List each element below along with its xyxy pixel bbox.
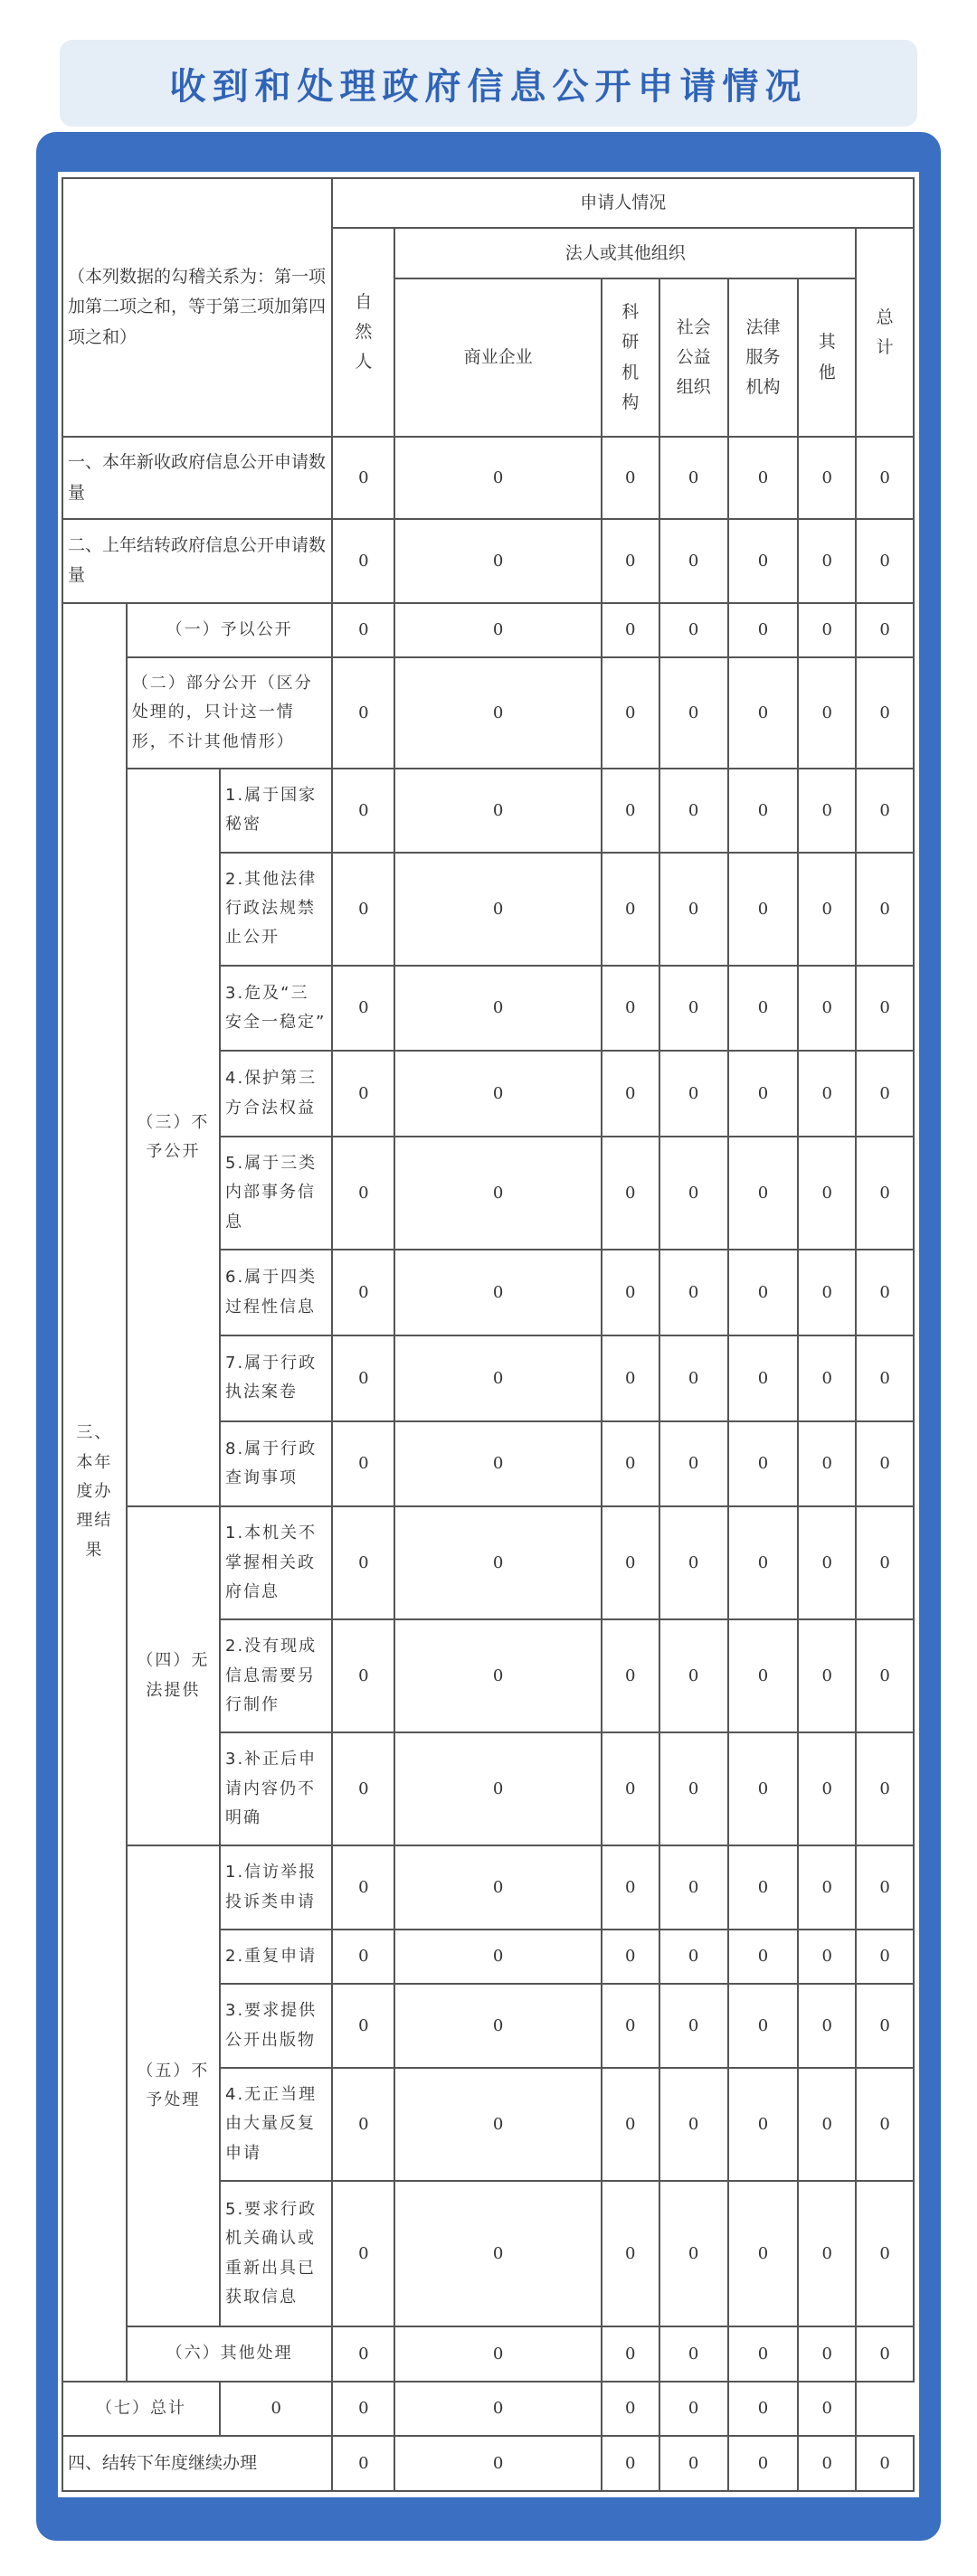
value-cell: 0 xyxy=(728,769,799,853)
group-label: （四）无法提供 xyxy=(127,1506,220,1845)
value-cell: 0 xyxy=(728,1250,799,1335)
value-cell: 0 xyxy=(659,657,728,769)
row-label: 3.要求提供公开出版物 xyxy=(220,1984,332,2068)
value-cell: 0 xyxy=(798,1335,856,1421)
row-g4-1 xyxy=(62,1506,914,1619)
value-cell: 0 xyxy=(659,603,728,657)
value-cell: 0 xyxy=(856,853,914,966)
value-cell: 0 xyxy=(798,657,856,769)
row-g6 xyxy=(62,2326,914,2381)
value-cell: 0 xyxy=(659,2181,728,2326)
value-cell: 0 xyxy=(332,2326,394,2381)
row-label: 1.本机关不掌握相关政府信息 xyxy=(220,1506,332,1619)
row-label: 4.无正当理由大量反复申请 xyxy=(220,2068,332,2181)
value-cell: 0 xyxy=(332,1137,394,1250)
value-cell: 0 xyxy=(394,966,602,1052)
value-cell: 0 xyxy=(602,1421,659,1507)
value-cell: 0 xyxy=(332,966,394,1052)
row-label: 3.补正后申请内容仍不明确 xyxy=(220,1732,332,1845)
value-cell: 0 xyxy=(728,1930,799,1984)
row-g7 xyxy=(62,2382,914,2436)
value-cell: 0 xyxy=(394,2326,602,2381)
value-cell: 0 xyxy=(394,769,602,853)
group-label: （三）不予公开 xyxy=(127,769,220,1506)
header-natural-person: 自然人 xyxy=(332,228,394,437)
value-cell: 0 xyxy=(332,519,394,603)
row-label: 二、上年结转政府信息公开申请数量 xyxy=(62,519,332,603)
value-cell: 0 xyxy=(728,2068,799,2181)
value-cell: 0 xyxy=(856,603,914,657)
value-cell: 0 xyxy=(798,2382,856,2436)
value-cell: 0 xyxy=(332,1051,394,1137)
value-cell: 0 xyxy=(332,2068,394,2181)
value-cell: 0 xyxy=(728,1506,799,1619)
value-cell: 0 xyxy=(332,657,394,769)
value-cell: 0 xyxy=(602,657,659,769)
disclosure-table xyxy=(62,177,915,2492)
value-cell: 0 xyxy=(659,966,728,1052)
header-legal-group: 法人或其他组织 xyxy=(394,228,856,278)
row-g2 xyxy=(62,657,914,769)
row-g1 xyxy=(62,603,914,657)
header-row-1 xyxy=(62,178,914,228)
value-cell: 0 xyxy=(602,853,659,966)
value-cell: 0 xyxy=(394,2382,602,2436)
value-cell: 0 xyxy=(332,1250,394,1335)
value-cell: 0 xyxy=(798,1984,856,2068)
value-cell: 0 xyxy=(856,2181,914,2326)
value-cell: 0 xyxy=(798,437,856,519)
value-cell: 0 xyxy=(332,769,394,853)
value-cell: 0 xyxy=(602,1619,659,1732)
value-cell: 0 xyxy=(798,603,856,657)
row-label: （七）总计 xyxy=(62,2382,220,2436)
row-label: 1.信访举报投诉类申请 xyxy=(220,1845,332,1930)
value-cell: 0 xyxy=(728,2181,799,2326)
value-cell: 0 xyxy=(394,519,602,603)
value-cell: 0 xyxy=(220,2382,332,2436)
row-label: 一、本年新收政府信息公开申请数量 xyxy=(62,437,332,519)
value-cell: 0 xyxy=(798,1732,856,1845)
header-note: （本列数据的勾稽关系为：第一项加第二项之和，等于第三项加第四项之和） xyxy=(62,178,332,437)
value-cell: 0 xyxy=(856,1984,914,2068)
value-cell: 0 xyxy=(856,1335,914,1421)
header-legal-service: 法律服务机构 xyxy=(728,278,799,437)
value-cell: 0 xyxy=(728,2326,799,2381)
value-cell: 0 xyxy=(659,1421,728,1507)
value-cell: 0 xyxy=(728,603,799,657)
value-cell: 0 xyxy=(602,1051,659,1137)
value-cell: 0 xyxy=(332,2436,394,2491)
value-cell: 0 xyxy=(659,2382,728,2436)
value-cell: 0 xyxy=(856,1421,914,1507)
value-cell: 0 xyxy=(728,1732,799,1845)
value-cell: 0 xyxy=(602,2436,659,2491)
value-cell: 0 xyxy=(659,2436,728,2491)
value-cell: 0 xyxy=(659,769,728,853)
value-cell: 0 xyxy=(602,1250,659,1335)
value-cell: 0 xyxy=(659,1250,728,1335)
value-cell: 0 xyxy=(659,1930,728,1984)
value-cell: 0 xyxy=(659,1984,728,2068)
page-title-banner xyxy=(60,40,917,127)
value-cell: 0 xyxy=(602,769,659,853)
value-cell: 0 xyxy=(332,1732,394,1845)
value-cell: 0 xyxy=(798,1250,856,1335)
value-cell: 0 xyxy=(602,1506,659,1619)
header-other: 其他 xyxy=(798,278,856,437)
value-cell: 0 xyxy=(856,1845,914,1930)
value-cell: 0 xyxy=(856,769,914,853)
value-cell: 0 xyxy=(394,853,602,966)
value-cell: 0 xyxy=(602,966,659,1052)
value-cell: 0 xyxy=(394,1732,602,1845)
header-business: 商业企业 xyxy=(394,278,602,437)
value-cell: 0 xyxy=(798,2436,856,2491)
value-cell: 0 xyxy=(798,2068,856,2181)
value-cell: 0 xyxy=(856,519,914,603)
value-cell: 0 xyxy=(332,1984,394,2068)
row-label: 7.属于行政执法案卷 xyxy=(220,1335,332,1421)
value-cell: 0 xyxy=(798,1506,856,1619)
row-label: 四、结转下年度继续办理 xyxy=(62,2436,332,2491)
value-cell: 0 xyxy=(798,519,856,603)
value-cell: 0 xyxy=(728,1335,799,1421)
value-cell: 0 xyxy=(798,2181,856,2326)
value-cell: 0 xyxy=(798,1137,856,1250)
value-cell: 0 xyxy=(394,1984,602,2068)
value-cell: 0 xyxy=(332,603,394,657)
row-label: 2.重复申请 xyxy=(220,1930,332,1984)
section-label: 三、本年度办理结果 xyxy=(62,603,127,2382)
value-cell: 0 xyxy=(659,1732,728,1845)
row-s4 xyxy=(62,2436,914,2491)
value-cell: 0 xyxy=(659,853,728,966)
row-s1 xyxy=(62,437,914,519)
row-label: 4.保护第三方合法权益 xyxy=(220,1051,332,1137)
value-cell: 0 xyxy=(602,437,659,519)
row-label: 5.要求行政机关确认或重新出具已获取信息 xyxy=(220,2181,332,2326)
value-cell: 0 xyxy=(332,1930,394,1984)
row-g5-1 xyxy=(62,1845,914,1930)
value-cell: 0 xyxy=(659,519,728,603)
value-cell: 0 xyxy=(394,1506,602,1619)
group-label: （五）不予处理 xyxy=(127,1845,220,2326)
value-cell: 0 xyxy=(856,1930,914,1984)
value-cell: 0 xyxy=(394,2181,602,2326)
value-cell: 0 xyxy=(394,1930,602,1984)
value-cell: 0 xyxy=(602,1845,659,1930)
value-cell: 0 xyxy=(856,966,914,1052)
value-cell: 0 xyxy=(856,1051,914,1137)
value-cell: 0 xyxy=(728,1137,799,1250)
value-cell: 0 xyxy=(394,1137,602,1250)
value-cell: 0 xyxy=(728,519,799,603)
value-cell: 0 xyxy=(728,657,799,769)
value-cell: 0 xyxy=(602,2068,659,2181)
value-cell: 0 xyxy=(394,1421,602,1507)
value-cell: 0 xyxy=(394,437,602,519)
header-total: 总计 xyxy=(856,228,914,437)
row-label: 2.没有现成信息需要另行制作 xyxy=(220,1619,332,1732)
value-cell: 0 xyxy=(394,1051,602,1137)
value-cell: 0 xyxy=(332,853,394,966)
value-cell: 0 xyxy=(332,2181,394,2326)
row-label: 6.属于四类过程性信息 xyxy=(220,1250,332,1335)
value-cell: 0 xyxy=(394,2436,602,2491)
value-cell: 0 xyxy=(394,1845,602,1930)
value-cell: 0 xyxy=(659,2068,728,2181)
value-cell: 0 xyxy=(394,657,602,769)
value-cell: 0 xyxy=(659,437,728,519)
value-cell: 0 xyxy=(332,2382,394,2436)
value-cell: 0 xyxy=(602,2382,659,2436)
value-cell: 0 xyxy=(798,2326,856,2381)
value-cell: 0 xyxy=(728,1619,799,1732)
value-cell: 0 xyxy=(856,2436,914,2491)
value-cell: 0 xyxy=(798,1930,856,1984)
page-title: 收到和处理政府信息公开申请情况 xyxy=(169,65,808,108)
value-cell: 0 xyxy=(602,1335,659,1421)
value-cell: 0 xyxy=(332,1619,394,1732)
value-cell: 0 xyxy=(728,1984,799,2068)
value-cell: 0 xyxy=(602,1137,659,1250)
value-cell: 0 xyxy=(394,1250,602,1335)
value-cell: 0 xyxy=(659,1506,728,1619)
row-label: 1.属于国家秘密 xyxy=(220,769,332,853)
value-cell: 0 xyxy=(394,2068,602,2181)
row-g3-1 xyxy=(62,769,914,853)
value-cell: 0 xyxy=(602,2326,659,2381)
value-cell: 0 xyxy=(332,437,394,519)
value-cell: 0 xyxy=(728,437,799,519)
value-cell: 0 xyxy=(659,2326,728,2381)
value-cell: 0 xyxy=(394,1335,602,1421)
value-cell: 0 xyxy=(659,1845,728,1930)
row-label: 2.其他法律行政法规禁止公开 xyxy=(220,853,332,966)
value-cell: 0 xyxy=(602,2181,659,2326)
value-cell: 0 xyxy=(798,853,856,966)
value-cell: 0 xyxy=(332,1335,394,1421)
value-cell: 0 xyxy=(728,2382,799,2436)
value-cell: 0 xyxy=(728,966,799,1052)
header-public-welfare: 社会公益组织 xyxy=(659,278,728,437)
value-cell: 0 xyxy=(332,1845,394,1930)
value-cell: 0 xyxy=(659,1051,728,1137)
value-cell: 0 xyxy=(659,1619,728,1732)
value-cell: 0 xyxy=(856,437,914,519)
value-cell: 0 xyxy=(856,1619,914,1732)
value-cell: 0 xyxy=(798,966,856,1052)
row-label: 5.属于三类内部事务信息 xyxy=(220,1137,332,1250)
value-cell: 0 xyxy=(394,603,602,657)
value-cell: 0 xyxy=(798,769,856,853)
value-cell: 0 xyxy=(659,1137,728,1250)
value-cell: 0 xyxy=(602,1930,659,1984)
value-cell: 0 xyxy=(798,1421,856,1507)
value-cell: 0 xyxy=(856,1137,914,1250)
value-cell: 0 xyxy=(798,1619,856,1732)
header-research: 科研机构 xyxy=(602,278,659,437)
value-cell: 0 xyxy=(856,1506,914,1619)
value-cell: 0 xyxy=(659,1335,728,1421)
value-cell: 0 xyxy=(856,1250,914,1335)
row-label: 8.属于行政查询事项 xyxy=(220,1421,332,1507)
value-cell: 0 xyxy=(602,1984,659,2068)
value-cell: 0 xyxy=(332,1421,394,1507)
value-cell: 0 xyxy=(602,603,659,657)
value-cell: 0 xyxy=(798,1051,856,1137)
value-cell: 0 xyxy=(602,1732,659,1845)
value-cell: 0 xyxy=(798,1845,856,1930)
header-applicant: 申请人情况 xyxy=(332,178,914,228)
value-cell: 0 xyxy=(856,2068,914,2181)
value-cell: 0 xyxy=(856,657,914,769)
row-s2 xyxy=(62,519,914,603)
value-cell: 0 xyxy=(728,2436,799,2491)
row-label: （二）部分公开（区分处理的，只计这一情形，不计其他情形） xyxy=(127,657,333,769)
row-label: （一）予以公开 xyxy=(127,603,333,657)
value-cell: 0 xyxy=(728,1051,799,1137)
row-label: （六）其他处理 xyxy=(127,2326,333,2381)
value-cell: 0 xyxy=(856,2326,914,2381)
value-cell: 0 xyxy=(332,1506,394,1619)
value-cell: 0 xyxy=(728,1421,799,1507)
value-cell: 0 xyxy=(728,853,799,966)
value-cell: 0 xyxy=(394,1619,602,1732)
value-cell: 0 xyxy=(856,1732,914,1845)
value-cell: 0 xyxy=(602,519,659,603)
value-cell: 0 xyxy=(728,1845,799,1930)
row-label: 3.危及“三安全一稳定” xyxy=(220,966,332,1052)
